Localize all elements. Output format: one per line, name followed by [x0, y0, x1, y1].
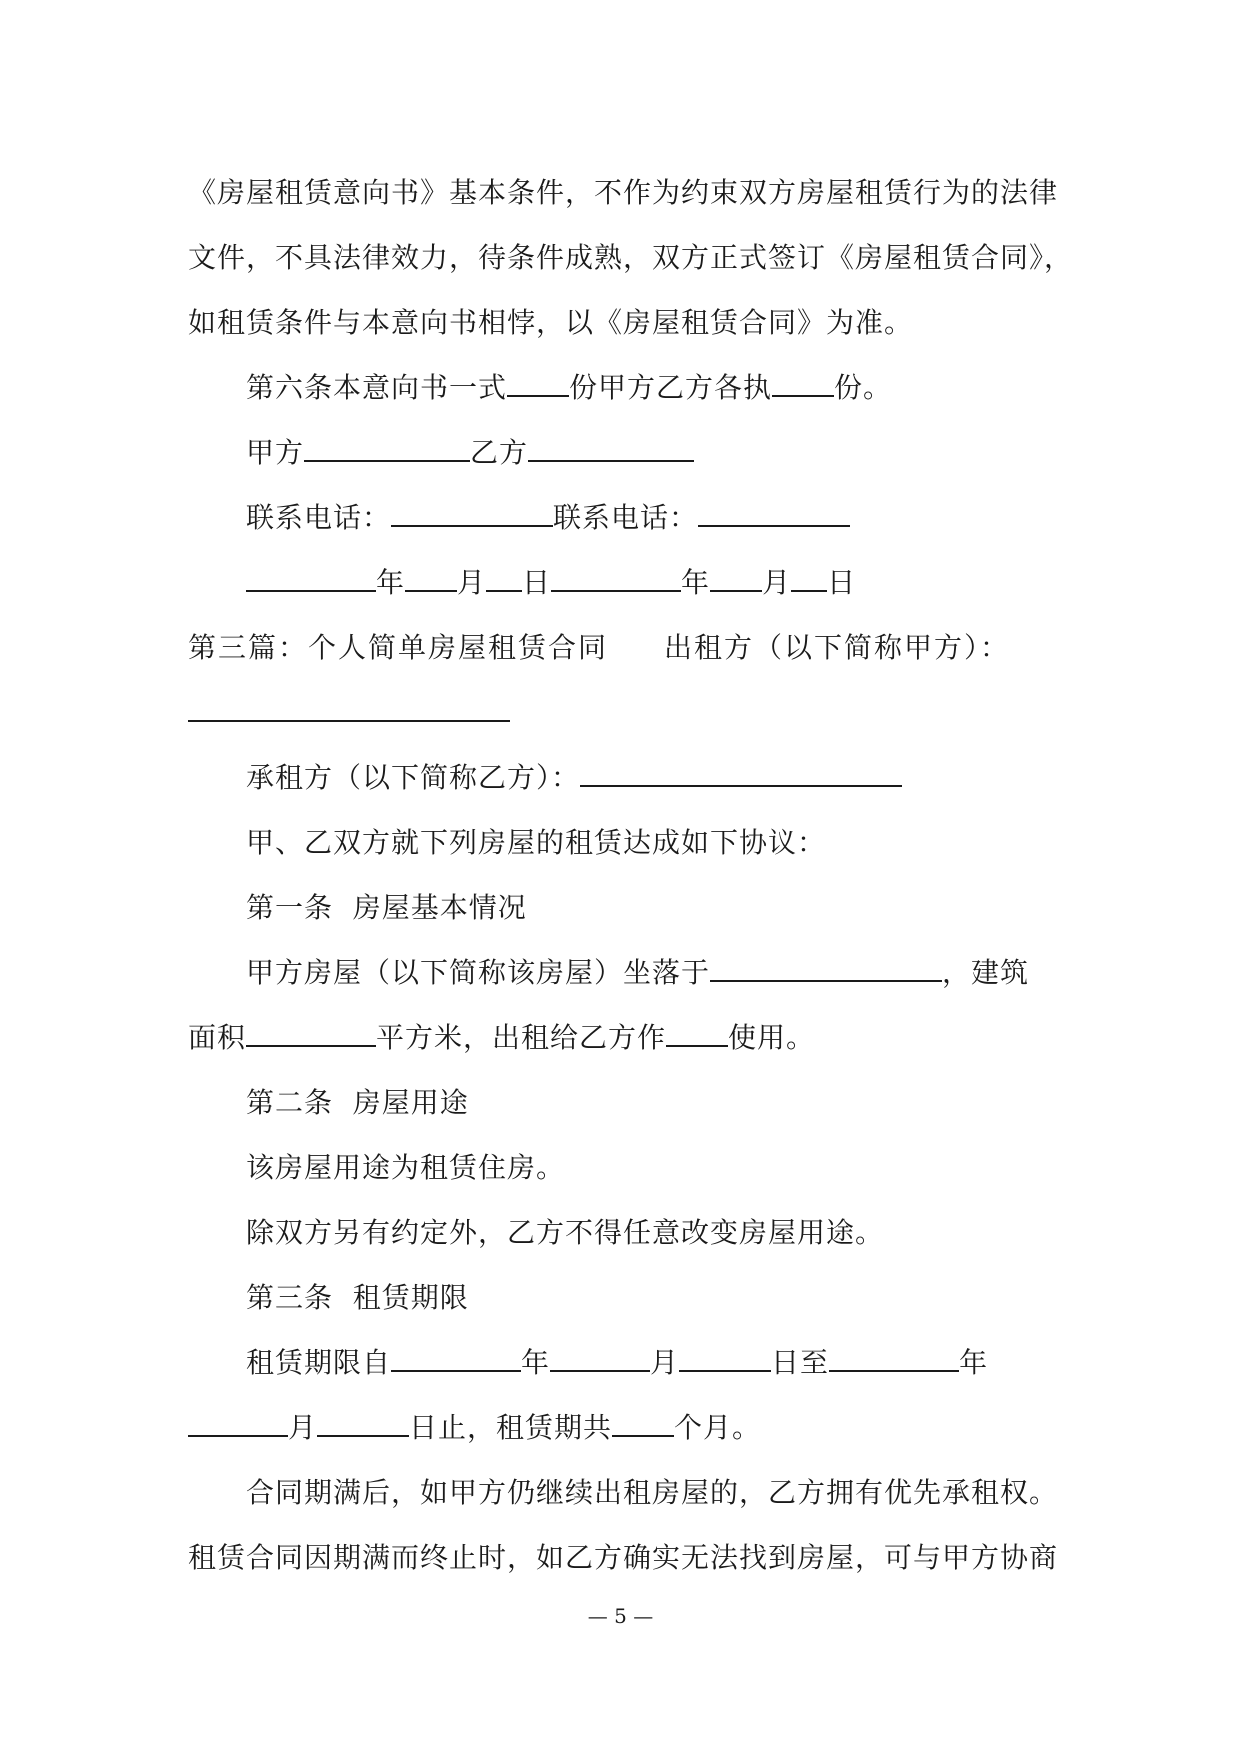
article-1-line-2	[188, 1005, 1060, 1070]
parties-signature-line	[188, 420, 1060, 485]
date-b-year-field[interactable]	[551, 568, 681, 592]
article-3-title: 第三条 租赁期限	[246, 1281, 469, 1314]
date-a-day-field[interactable]	[486, 568, 522, 592]
paragraph-text: ，建筑	[942, 956, 1030, 989]
paragraph-line	[188, 810, 1060, 875]
property-location-field[interactable]	[710, 958, 942, 982]
paragraph-line	[188, 1460, 1060, 1525]
paragraph-text: 使用。	[728, 1021, 816, 1054]
article-heading	[188, 875, 1060, 940]
party-b-label: 乙方	[470, 436, 529, 469]
article-heading	[188, 1265, 1060, 1330]
end-month-field[interactable]	[188, 1413, 288, 1437]
paragraph-text: 日至	[771, 1346, 830, 1379]
copies-each-field[interactable]	[772, 373, 834, 397]
year-label: 年	[376, 566, 406, 599]
lessee-line	[188, 745, 1060, 810]
paragraph-text: 甲、乙双方就下列房屋的租赁达成如下协议：	[246, 826, 827, 859]
month-label: 月	[288, 1411, 318, 1444]
party-a-signature-field[interactable]	[304, 438, 470, 462]
start-month-field[interactable]	[550, 1348, 650, 1372]
paragraph-line	[188, 290, 1060, 355]
article-2-title: 第二条 房屋用途	[246, 1086, 469, 1119]
copies-field[interactable]	[507, 373, 569, 397]
end-year-field[interactable]	[829, 1348, 959, 1372]
date-a-year-field[interactable]	[246, 568, 376, 592]
article-6-line	[188, 355, 1060, 420]
lessee-name-field[interactable]	[580, 763, 902, 787]
phone-a-field[interactable]	[391, 503, 553, 527]
paragraph-line	[188, 1135, 1060, 1200]
article-6-text: 份甲方乙方各执	[569, 371, 773, 404]
phone-b-field[interactable]	[698, 503, 850, 527]
paragraph-text: 除双方另有约定外，乙方不得任意改变房屋用途。	[246, 1216, 885, 1249]
lease-term-line-1	[188, 1330, 1060, 1395]
article-1-line-1	[188, 940, 1060, 1005]
party-a-label: 甲方	[246, 436, 305, 469]
lease-term-line-2	[188, 1395, 1060, 1460]
part-3-heading-line	[188, 615, 1060, 680]
paragraph-text: 平方米，出租给乙方作	[376, 1021, 667, 1054]
document-body	[188, 160, 1074, 1590]
year-label: 年	[959, 1346, 989, 1379]
usage-field[interactable]	[666, 1023, 728, 1047]
phone-b-label: 联系电话：	[553, 501, 699, 534]
date-b-month-field[interactable]	[710, 568, 762, 592]
month-label: 月	[650, 1346, 680, 1379]
article-heading	[188, 1070, 1060, 1135]
end-day-field[interactable]	[317, 1413, 409, 1437]
month-label: 月	[762, 566, 792, 599]
paragraph-text: 文件，不具法律效力，待条件成熟，双方正式签订《房屋租赁合同》，	[188, 241, 1074, 274]
party-b-signature-field[interactable]	[528, 438, 694, 462]
article-6-text: 份。	[834, 371, 893, 404]
start-day-field[interactable]	[679, 1348, 771, 1372]
year-label: 年	[521, 1346, 551, 1379]
term-months-field[interactable]	[612, 1413, 674, 1437]
paragraph-text: 该房屋用途为租赁住房。	[246, 1151, 566, 1184]
paragraph-line	[188, 1525, 1060, 1590]
day-label: 日	[522, 566, 552, 599]
date-a-month-field[interactable]	[405, 568, 457, 592]
page-number: — 5 —	[587, 1604, 654, 1628]
lessor-name-field[interactable]	[188, 698, 510, 722]
paragraph-text: 合同期满后，如甲方仍继续出租房屋的，乙方拥有优先承租权。	[246, 1476, 1059, 1509]
paragraph-text: 日止，租赁期共	[409, 1411, 613, 1444]
paragraph-line	[188, 1200, 1060, 1265]
phone-a-label: 联系电话：	[246, 501, 392, 534]
year-label: 年	[681, 566, 711, 599]
paragraph-text: 面积	[188, 1021, 247, 1054]
paragraph-text: 甲方房屋（以下简称该房屋）坐落于	[246, 956, 711, 989]
paragraph-text: 租赁合同因期满而终止时，如乙方确实无法找到房屋，可与甲方协商	[188, 1541, 1059, 1574]
lessor-blank-line	[188, 680, 1060, 745]
floor-area-field[interactable]	[246, 1023, 376, 1047]
month-label: 月	[457, 566, 487, 599]
phones-line	[188, 485, 1060, 550]
start-year-field[interactable]	[391, 1348, 521, 1372]
paragraph-line	[188, 160, 1060, 225]
paragraph-text: 如租赁条件与本意向书相悖，以《房屋租赁合同》为准。	[188, 306, 914, 339]
paragraph-line	[188, 225, 1074, 290]
paragraph-text: 《房屋租赁意向书》基本条件，不作为约束双方房屋租赁行为的法律	[188, 176, 1059, 209]
article-6-text: 第六条本意向书一式	[246, 371, 508, 404]
paragraph-text: 个月。	[674, 1411, 762, 1444]
article-1-title: 第一条 房屋基本情况	[246, 891, 527, 924]
lessee-label: 承租方（以下简称乙方）：	[246, 761, 581, 794]
date-b-day-field[interactable]	[791, 568, 827, 592]
part-3-title: 第三篇：个人简单房屋租赁合同	[188, 631, 609, 664]
signing-dates-line	[188, 550, 1060, 615]
paragraph-text: 租赁期限自	[246, 1346, 392, 1379]
day-label: 日	[827, 566, 857, 599]
lessor-label: 出租方（以下简称甲方）：	[664, 631, 1011, 664]
